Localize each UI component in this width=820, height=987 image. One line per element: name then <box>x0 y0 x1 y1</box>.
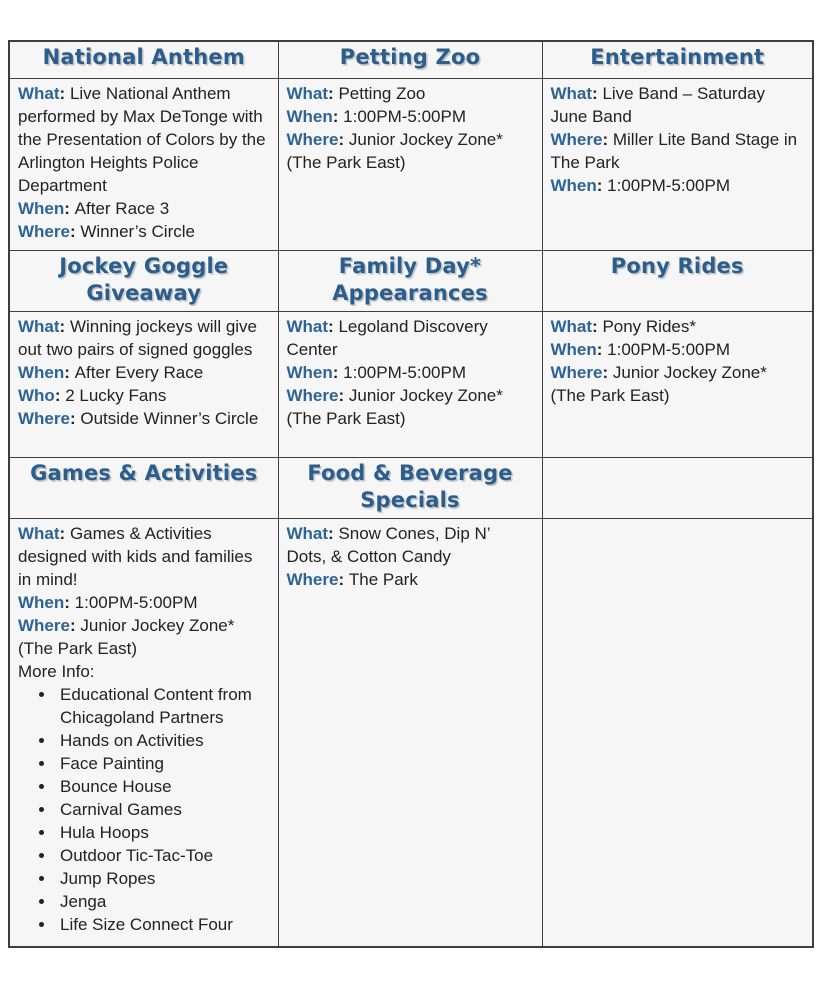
event-schedule <box>8 40 812 948</box>
field-value: 1:00PM-5:00PM <box>343 107 467 126</box>
cell-petting-zoo <box>278 79 542 251</box>
field-colon: : <box>592 317 603 336</box>
field-where <box>18 614 270 660</box>
field-where <box>287 128 534 174</box>
header-title: Family Day* Appearances <box>332 254 488 305</box>
field-label: When <box>550 340 597 359</box>
cell-entertainment <box>542 79 813 251</box>
field-value: Snow Cones, Dip N’ Dots, & Cotton Candy <box>286 524 490 566</box>
more-info-label: More Info: <box>18 662 95 681</box>
field-value: 1:00PM-5:00PM <box>74 593 198 612</box>
field-label: When <box>286 107 333 126</box>
field-value: After Every Race <box>74 363 204 382</box>
field-what <box>287 522 534 568</box>
field-label: Where <box>286 130 339 149</box>
field-value: Live National Anthem performed by Max DeTonge with the Presentation of Colors by the Arlington Heights Police Department <box>18 84 266 195</box>
field-value: Winner’s Circle <box>80 222 195 241</box>
field-where <box>287 568 534 591</box>
header-title: National Anthem <box>42 45 245 69</box>
field-label: What <box>286 524 329 543</box>
field-label: Where <box>286 386 339 405</box>
field-value: Junior Jockey Zone* (The Park East) <box>286 386 503 428</box>
field-label: What <box>18 84 60 103</box>
header-pony-rides <box>542 251 813 312</box>
header-title: Games & Activities <box>30 461 258 485</box>
field-colon: : <box>338 570 349 589</box>
field-label: When <box>18 363 65 382</box>
field-label: Where <box>550 130 603 149</box>
field-label: Where <box>18 409 70 428</box>
field-what <box>18 315 270 361</box>
cell-family-day-appearances <box>278 312 542 458</box>
field-where <box>287 384 534 430</box>
header-row-3 <box>9 458 813 519</box>
field-label: What <box>18 317 60 336</box>
field-value: 1:00PM-5:00PM <box>343 363 467 382</box>
field-where <box>551 361 805 407</box>
field-colon: : <box>596 176 608 195</box>
field-label: What <box>286 84 329 103</box>
bullet-item: • Hula Hoops <box>56 821 270 844</box>
field-value: Petting Zoo <box>338 84 426 103</box>
field-where <box>551 128 805 174</box>
field-label: What <box>550 84 593 103</box>
field-label: Where <box>286 570 339 589</box>
field-colon: : <box>592 84 603 103</box>
field-what <box>551 315 805 338</box>
field-when <box>551 174 805 197</box>
field-colon: : <box>338 130 349 149</box>
activities-bullet-list <box>18 683 270 936</box>
field-label: When <box>550 176 597 195</box>
field-colon: : <box>596 340 608 359</box>
header-family-day-appearances <box>278 251 542 312</box>
header-row-1 <box>9 41 813 79</box>
field-colon: : <box>328 84 339 103</box>
header-games-activities <box>9 458 278 519</box>
cell-empty <box>542 519 813 948</box>
field-label: Who <box>18 386 55 405</box>
field-colon: : <box>69 222 81 241</box>
field-where <box>18 407 270 430</box>
field-colon: : <box>59 317 70 336</box>
field-colon: : <box>332 107 344 126</box>
field-when <box>18 361 270 384</box>
field-colon: : <box>328 524 339 543</box>
field-when <box>287 105 534 128</box>
bullet-item: • Carnival Games <box>56 798 270 821</box>
field-colon: : <box>64 363 75 382</box>
body-row-2 <box>9 312 813 458</box>
field-colon: : <box>338 386 349 405</box>
field-when <box>18 591 270 614</box>
header-row-2 <box>9 251 813 312</box>
field-what <box>551 82 805 128</box>
field-label: When <box>286 363 333 382</box>
field-label: What <box>18 524 60 543</box>
header-title: Pony Rides <box>610 254 744 278</box>
field-value: After Race 3 <box>74 199 170 218</box>
header-title: Food & Beverage Specials <box>307 461 513 512</box>
bullet-item: • Jenga <box>56 890 270 913</box>
body-row-3 <box>9 519 813 948</box>
field-colon: : <box>602 363 613 382</box>
field-value: 1:00PM-5:00PM <box>607 176 731 195</box>
bullet-item: • Bounce House <box>56 775 270 798</box>
field-colon: : <box>332 363 344 382</box>
field-value: 2 Lucky Fans <box>65 386 167 405</box>
field-label: What <box>550 317 593 336</box>
cell-games-activities <box>9 519 278 948</box>
cell-national-anthem <box>9 79 278 251</box>
bullet-item: • Hands on Activities <box>56 729 270 752</box>
cell-food-beverage-specials <box>278 519 542 948</box>
header-title: Petting Zoo <box>339 45 481 69</box>
field-value: Games & Activities designed with kids and families in mind! <box>18 524 253 589</box>
field-value: Legoland Discovery Center <box>286 317 488 359</box>
field-when <box>18 197 270 220</box>
field-value: Miller Lite Band Stage in The Park <box>550 130 798 172</box>
bullet-item: • Life Size Connect Four <box>56 913 270 936</box>
header-title: Entertainment <box>590 45 765 69</box>
field-colon: : <box>328 317 339 336</box>
header-national-anthem <box>9 41 278 79</box>
header-entertainment <box>542 41 813 79</box>
field-colon: : <box>54 386 66 405</box>
field-colon: : <box>64 593 75 612</box>
field-label: Where <box>550 363 603 382</box>
field-value: 1:00PM-5:00PM <box>607 340 731 359</box>
bullet-item: • Jump Ropes <box>56 867 270 890</box>
field-colon: : <box>59 84 70 103</box>
field-when <box>287 361 534 384</box>
cell-jockey-goggle-giveaway <box>9 312 278 458</box>
bullet-item: • Educational Content from Chicagoland Partners <box>56 683 270 729</box>
field-value: Live Band – Saturday June Band <box>550 84 765 126</box>
header-jockey-goggle-giveaway <box>9 251 278 312</box>
field-label: What <box>286 317 329 336</box>
field-value: Junior Jockey Zone* (The Park East) <box>18 616 235 658</box>
body-row-1 <box>9 79 813 251</box>
field-colon: : <box>69 616 81 635</box>
field-value: Junior Jockey Zone* (The Park East) <box>286 130 503 172</box>
field-what <box>18 82 270 197</box>
field-colon: : <box>64 199 75 218</box>
field-where <box>18 220 270 243</box>
field-label: When <box>18 593 65 612</box>
header-food-beverage-specials <box>278 458 542 519</box>
field-label: When <box>18 199 65 218</box>
field-who <box>18 384 270 407</box>
field-when <box>551 338 805 361</box>
event-table <box>8 40 814 948</box>
field-value: Pony Rides* <box>602 317 696 336</box>
field-value: Outside Winner’s Circle <box>80 409 259 428</box>
header-title: Jockey Goggle Giveaway <box>59 254 229 305</box>
cell-pony-rides <box>542 312 813 458</box>
field-value: Junior Jockey Zone* (The Park East) <box>550 363 767 405</box>
field-value: The Park <box>348 570 418 589</box>
field-colon: : <box>602 130 613 149</box>
field-what <box>287 315 534 361</box>
field-colon: : <box>69 409 81 428</box>
bullet-item: • Face Painting <box>56 752 270 775</box>
field-colon: : <box>59 524 70 543</box>
field-what <box>287 82 534 105</box>
field-label: Where <box>18 222 70 241</box>
header-petting-zoo <box>278 41 542 79</box>
header-empty <box>542 458 813 519</box>
field-label: Where <box>18 616 70 635</box>
bullet-item: • Outdoor Tic-Tac-Toe <box>56 844 270 867</box>
field-what <box>18 522 270 591</box>
field-value: Winning jockeys will give out two pairs of signed goggles <box>18 317 258 359</box>
